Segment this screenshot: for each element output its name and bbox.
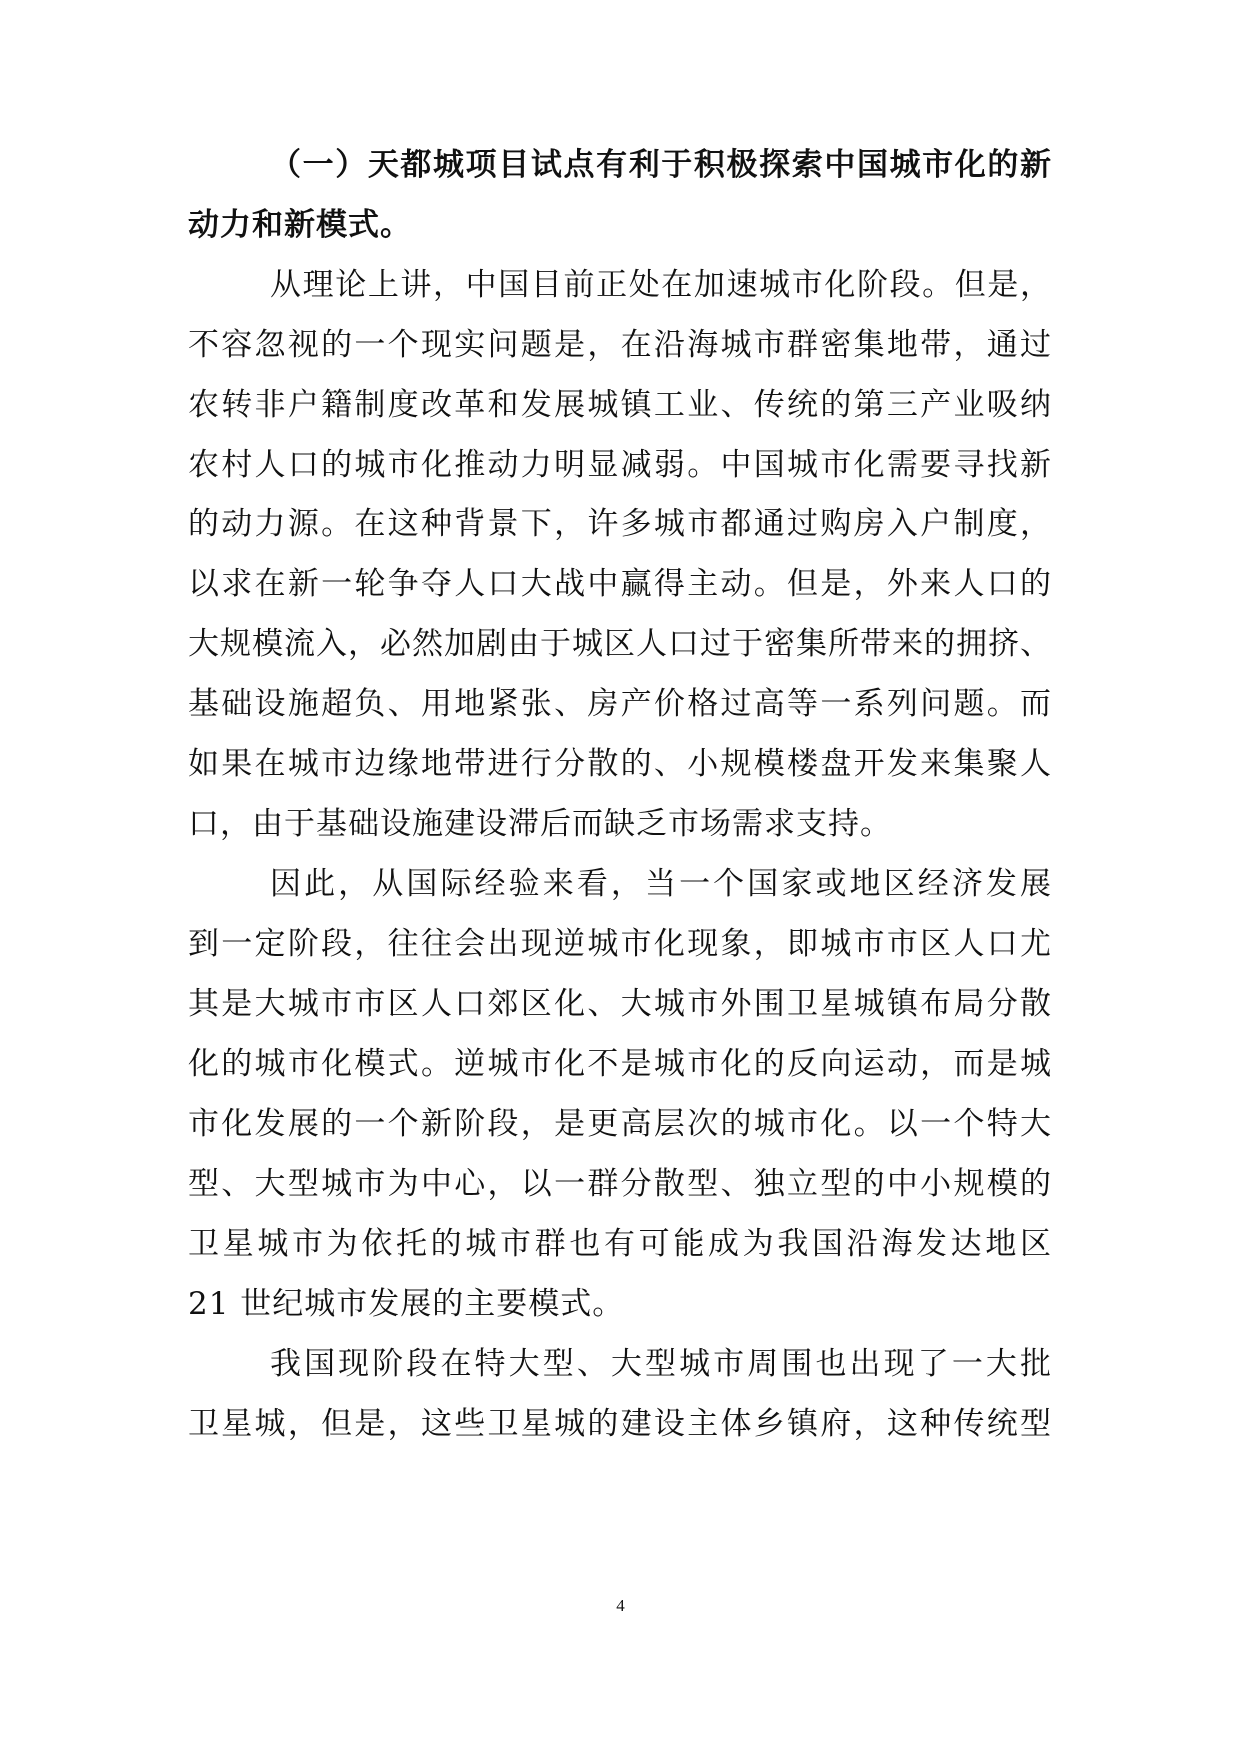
paragraph-2-line-3: 其是大城市市区人口郊区化、大城市外围卫星城镇布局分散: [188, 986, 1052, 1022]
paragraph-2-line-7: 卫星城市为依托的城市群也有可能成为我国沿海发达地区: [188, 1226, 1052, 1262]
paragraph-2-line-8: 21 世纪城市发展的主要模式。: [188, 1286, 625, 1322]
paragraph-1-line-6: 以求在新一轮争夺人口大战中赢得主动。但是，外来人口的: [188, 566, 1052, 602]
paragraph-2-line-5: 市化发展的一个新阶段，是更高层次的城市化。以一个特大: [188, 1106, 1052, 1142]
paragraph-1-line-10: 口，由于基础设施建设滞后而缺乏市场需求支持。: [188, 806, 892, 842]
paragraph-1-line-9: 如果在城市边缘地带进行分散的、小规模楼盘开发来集聚人: [188, 746, 1052, 782]
paragraph-1-line-4: 农村人口的城市化推动力明显减弱。中国城市化需要寻找新: [188, 447, 1052, 483]
page-number: 4: [616, 1596, 625, 1615]
paragraph-1-line-1: 从理论上讲，中国目前正处在加速城市化阶段。但是，: [270, 267, 1052, 303]
section-heading-line-1: （一）天都城项目试点有利于积极探索中国城市化的新: [270, 147, 1052, 183]
paragraph-1-line-3: 农转非户籍制度改革和发展城镇工业、传统的第三产业吸纳: [188, 387, 1052, 423]
paragraph-1-line-2: 不容忽视的一个现实问题是，在沿海城市群密集地带，通过: [188, 327, 1052, 363]
paragraph-2-line-1: 因此，从国际经验来看，当一个国家或地区经济发展: [270, 866, 1052, 902]
paragraph-2-line-4: 化的城市化模式。逆城市化不是城市化的反向运动，而是城: [188, 1046, 1052, 1082]
paragraph-2-line-6: 型、大型城市为中心，以一群分散型、独立型的中小规模的: [188, 1166, 1052, 1202]
paragraph-1-line-8: 基础设施超负、用地紧张、房产价格过高等一系列问题。而: [188, 686, 1052, 722]
paragraph-2-line-2: 到一定阶段，往往会出现逆城市化现象，即城市市区人口尤: [188, 926, 1052, 962]
paragraph-1-line-5: 的动力源。在这种背景下，许多城市都通过购房入户制度，: [188, 506, 1052, 542]
paragraph-3-line-2: 卫星城，但是，这些卫星城的建设主体乡镇府，这种传统型: [188, 1406, 1052, 1442]
paragraph-1-line-7: 大规模流入，必然加剧由于城区人口过于密集所带来的拥挤、: [188, 626, 1052, 662]
paragraph-3-line-1: 我国现阶段在特大型、大型城市周围也出现了一大批: [270, 1346, 1052, 1382]
section-heading-line-2: 动力和新模式。: [188, 207, 412, 243]
